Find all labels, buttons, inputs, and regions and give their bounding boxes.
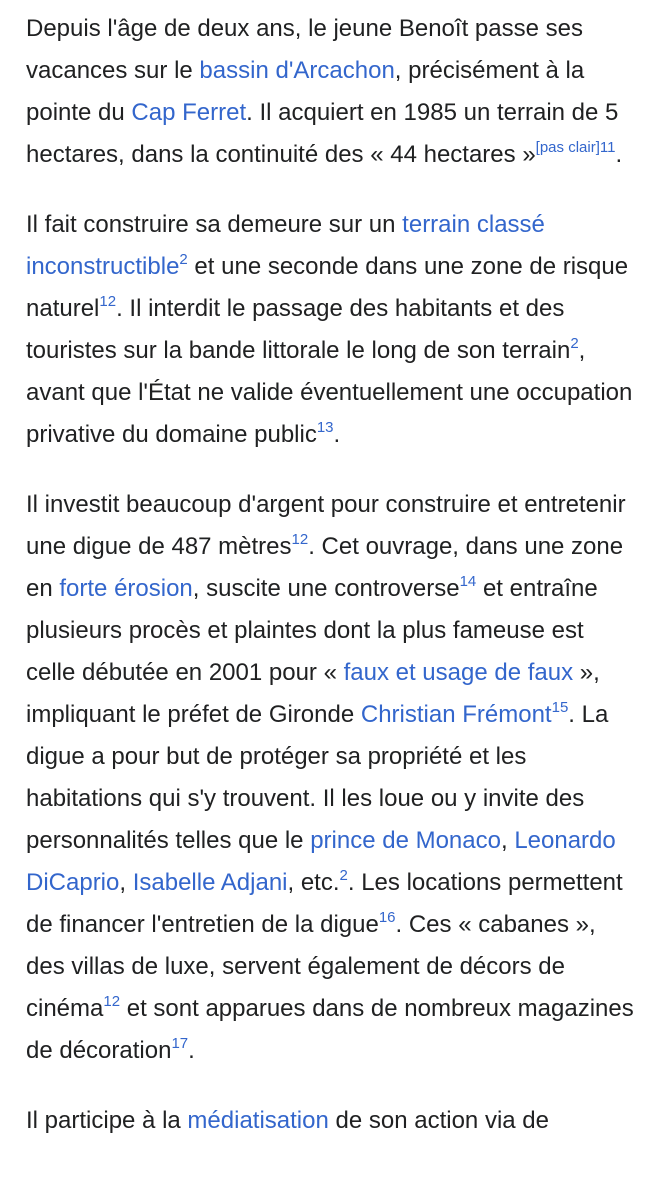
- paragraph-1: [26, 8, 636, 176]
- text: . Il interdit le passage des habitants et des touristes sur la bande littorale le long de son terrain: [26, 295, 571, 364]
- text: .: [333, 421, 341, 448]
- link-christian-fremont[interactable]: Christian Frémont: [360, 701, 552, 728]
- text: . Cet ouvrage, dans une zone en: [26, 533, 624, 602]
- pas-clair-note: [536, 139, 616, 156]
- paragraph-2: [26, 204, 636, 456]
- ref-2[interactable]: 2: [339, 867, 348, 884]
- ref-13[interactable]: 13: [316, 419, 334, 436]
- text: , etc.: [287, 869, 340, 896]
- link-mediatisation[interactable]: médiatisation: [187, 1107, 329, 1134]
- link-prince-de-monaco[interactable]: prince de Monaco: [310, 827, 501, 854]
- ref-2[interactable]: 2: [179, 251, 188, 268]
- ref-2[interactable]: 2: [570, 335, 579, 352]
- link-forte-erosion[interactable]: forte érosion: [59, 575, 193, 602]
- paragraph-4: [26, 1100, 636, 1142]
- ref-15[interactable]: 15: [551, 699, 569, 716]
- text: . Ces « cabanes », des villas de luxe, servent également de décors de cinéma: [26, 911, 596, 1022]
- text: Depuis l'âge de deux ans, le jeune Benoît passe ses vacances sur le: [26, 15, 583, 84]
- text: et sont apparues dans de nombreux magazines de décoration: [26, 995, 634, 1064]
- link-terrain-inconstructible[interactable]: terrain classé inconstructible: [26, 211, 545, 280]
- text: ,: [500, 827, 515, 854]
- text: Il fait construire sa demeure sur un: [26, 211, 403, 238]
- link-bassin-arcachon[interactable]: bassin d'Arcachon: [199, 57, 395, 84]
- text: Il investit beaucoup d'argent pour construire et entretenir une digue de 487 mètres: [26, 491, 626, 560]
- article-body: [26, 8, 636, 1142]
- ref-11[interactable]: 11: [599, 139, 616, 156]
- link-leonardo-dicaprio[interactable]: Leonardo DiCaprio: [26, 827, 616, 896]
- text: .: [615, 141, 623, 168]
- text: . La digue a pour but de protéger sa propriété et les habitations qui s'y trouvent. Il les loue ou y invite des personnalités telles que le: [26, 701, 609, 854]
- ref-17[interactable]: 17: [171, 1035, 189, 1052]
- text: ,: [119, 869, 133, 896]
- text: . Les locations permettent de financer l'entretien de la digue: [26, 869, 623, 938]
- paragraph-3: [26, 484, 636, 1072]
- text: et une seconde dans une zone de risque naturel: [26, 253, 629, 322]
- text: Il participe à la: [26, 1107, 188, 1134]
- text: de son action via de: [328, 1107, 549, 1134]
- text: , suscite une controverse: [192, 575, 460, 602]
- ref-14[interactable]: 14: [459, 573, 477, 590]
- text: . Il acquiert en 1985 un terrain de 5 hectares, dans la continuité des « 44 hectares »: [26, 99, 619, 168]
- ref-12[interactable]: 12: [291, 531, 309, 548]
- text: .: [188, 1037, 195, 1064]
- text: », impliquant le préfet de Gironde: [26, 659, 600, 728]
- ref-12[interactable]: 12: [99, 293, 117, 310]
- link-isabelle-adjani[interactable]: Isabelle Adjani: [132, 869, 288, 896]
- link-faux-et-usage-de-faux[interactable]: faux et usage de faux: [343, 659, 574, 686]
- ref-12[interactable]: 12: [103, 993, 121, 1010]
- text: et entraîne plusieurs procès et plaintes dont la plus fameuse est celle débutée en 2001 pour «: [26, 575, 598, 686]
- text: , avant que l'État ne valide éventuellement une occupation privative du domaine public: [26, 337, 633, 448]
- link-cap-ferret[interactable]: Cap Ferret: [131, 99, 247, 126]
- link-pas-clair[interactable]: [pas clair]: [535, 139, 600, 156]
- text: , précisément à la pointe du: [26, 57, 585, 126]
- ref-16[interactable]: 16: [378, 909, 396, 926]
